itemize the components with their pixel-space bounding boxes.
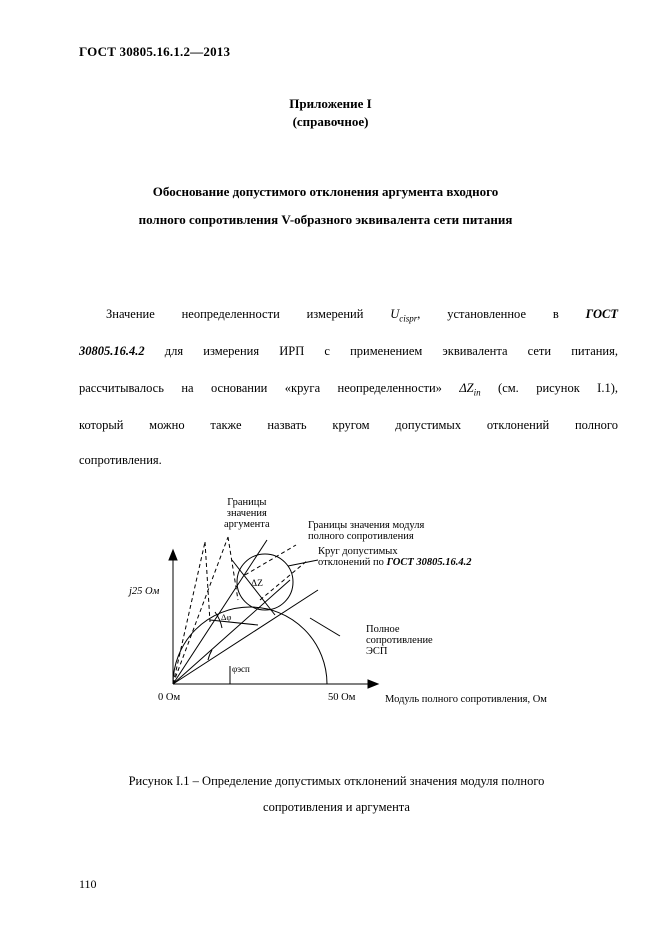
x-axis-arrow	[368, 680, 378, 688]
label-y-axis: j25 Ом	[129, 586, 160, 597]
circle-leader	[288, 560, 318, 566]
y-axis-arrow	[169, 550, 177, 560]
modulus-bound-inner	[210, 620, 258, 625]
body-line-2: 30805.16.4.2 для измерения ИРП с применением эквивалента сети питания,	[79, 344, 618, 358]
label-modulus-bounds: Границы значения модуля полного сопротивления	[308, 520, 425, 542]
page-number: 110	[79, 877, 97, 891]
arg-dashed-4	[205, 542, 210, 622]
label-50-ohm: 50 Ом	[328, 692, 356, 703]
appendix-title: Приложение I	[289, 96, 372, 111]
document-header: ГОСТ 30805.16.1.2—2013	[79, 44, 231, 59]
label-delta-z: ΔZ	[251, 579, 263, 589]
section-title-line-2: полного сопротивления V-образного эквивалента сети питания	[138, 212, 513, 227]
label-circle: Круг допустимых отклонений по ГОСТ 30805.16.4.2	[318, 546, 472, 568]
figure-caption-line-1: Рисунок I.1 – Определение допустимых отклонений значения модуля полного	[128, 774, 545, 788]
label-impedance: Полное сопротивление ЭСП	[366, 624, 433, 657]
label-x-axis: Модуль полного сопротивления, Ом	[385, 694, 547, 705]
body-line-1: Значение неопределенности измерений $U_{cispr}$, установленное в ГОСТ	[106, 307, 619, 324]
label-delta-phi: Δφ	[221, 612, 232, 622]
impedance-semicircle	[173, 607, 327, 684]
label-phi: φэсп	[232, 664, 250, 674]
arg-dashed-3	[228, 537, 238, 600]
arg-dashed-1	[173, 537, 228, 684]
arg-dashed-2	[173, 542, 205, 684]
label-arg-bounds: Границы значения аргумента	[224, 497, 270, 530]
body-line-3: рассчитывалось на основании «круга неопределенности» $\Delta Z_{in}$ (см. рисунок I.1),	[79, 381, 619, 398]
mod-dashed-1	[245, 545, 296, 575]
figure-caption-line-2: сопротивления и аргумента	[263, 800, 410, 814]
body-line-4: который можно также назвать кругом допустимых отклонений полного	[79, 418, 618, 432]
impedance-leader	[310, 618, 340, 636]
label-origin: 0 Ом	[158, 692, 181, 703]
appendix-subtitle: (справочное)	[292, 114, 369, 129]
section-title-line-1: Обоснование допустимого отклонения аргумента входного	[152, 184, 499, 199]
boundary-ray-upper	[173, 540, 267, 684]
body-line-5: сопротивления.	[79, 453, 162, 467]
mod-dashed-2	[260, 560, 308, 600]
